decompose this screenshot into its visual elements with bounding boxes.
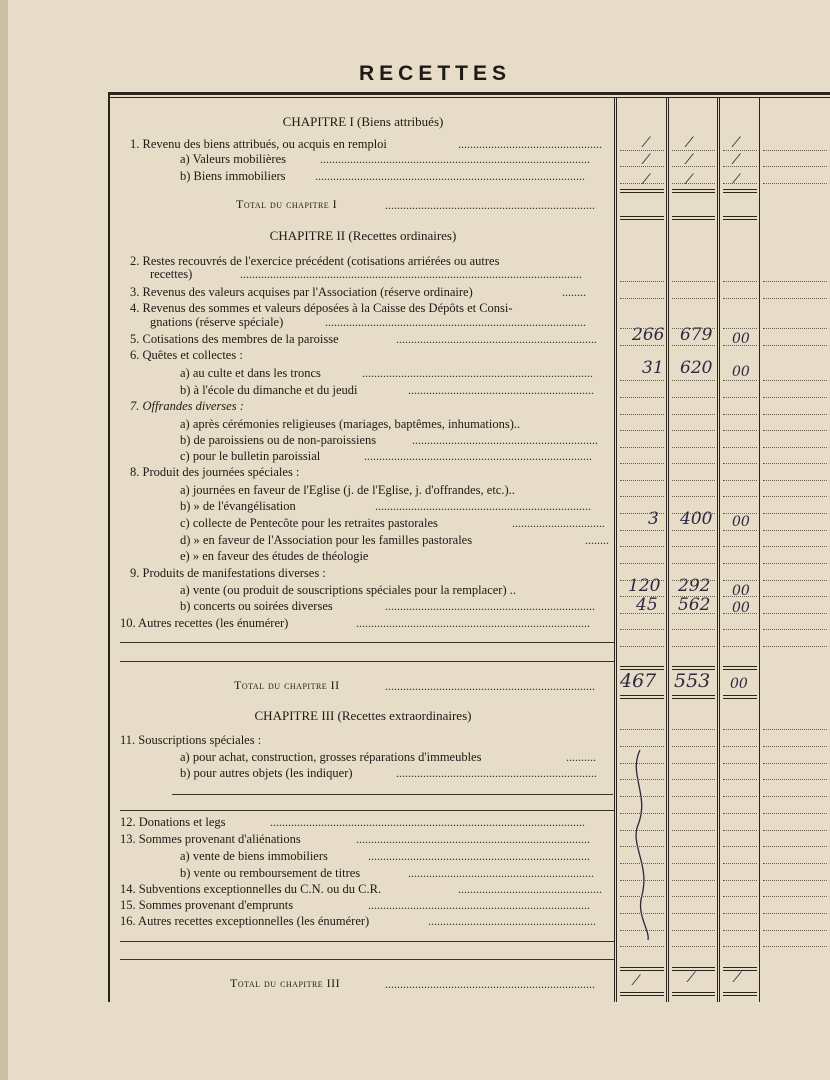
amount-cell-guide: [763, 863, 827, 864]
subtotal-rule: [672, 666, 715, 670]
amount-cell-guide: [723, 746, 757, 747]
amount-cell-guide: [763, 796, 827, 797]
amount-cell-guide: [723, 496, 757, 497]
amount-cell-guide: [763, 896, 827, 897]
line-11: 11. Souscriptions spéciales :: [120, 733, 262, 747]
table-frame-top-inner: [108, 97, 830, 98]
hw-l9b-centimes: 562: [678, 595, 711, 615]
leader-dots: ................................................: [458, 882, 602, 896]
amount-cell-guide: [620, 729, 664, 730]
total-rule: [723, 992, 757, 996]
amount-cell-guide: [672, 946, 715, 947]
handwritten-dash: ⁄: [645, 172, 648, 188]
line-8d: d) » en faveur de l'Association pour les familles pastorales: [180, 533, 473, 547]
amount-cell-guide: [763, 580, 827, 581]
leader-dots: ..............................................................: [408, 866, 594, 880]
amount-cell-guide: [672, 328, 715, 329]
line-8e: e) » en faveur des études de théologie: [180, 549, 369, 563]
amount-cell-guide: [723, 513, 757, 514]
amount-cell-guide: [723, 629, 757, 630]
amount-cell-guide: [672, 150, 715, 151]
leader-dots: ..................................................................................................................: [240, 267, 582, 281]
amount-cell-guide: [763, 496, 827, 497]
amount-cell-guide: [672, 646, 715, 647]
leader-dots: ..............................................................: [408, 383, 594, 397]
amount-cell-guide: [620, 946, 664, 947]
amount-cell-guide: [620, 183, 664, 184]
blank-entry-line: [120, 642, 614, 643]
amount-cell-guide: [763, 166, 827, 167]
handwritten-dash: ⁄: [688, 152, 691, 168]
amount-cell-guide: [763, 546, 827, 547]
leader-dots: ......................................................................: [385, 198, 595, 212]
hw-l5-francs: 266: [632, 325, 665, 345]
amount-cell-guide: [672, 846, 715, 847]
line-14: 14. Subventions exceptionnelles du C.N. ou du C.R.: [120, 882, 382, 896]
blank-entry-line: [120, 661, 614, 662]
amount-cell-guide: [723, 463, 757, 464]
column-divider-2: [666, 97, 669, 1002]
line-11b: b) pour autres objets (les indiquer): [180, 766, 353, 780]
amount-cell-guide: [620, 646, 664, 647]
amount-cell-guide: [672, 463, 715, 464]
amount-cell-guide: [620, 447, 664, 448]
line-8a: a) journées en faveur de l'Eglise (j. de l'Eglise, j. d'offrandes, etc.)..: [180, 483, 515, 497]
amount-cell-guide: [672, 345, 715, 346]
amount-cell-guide: [723, 480, 757, 481]
amount-cell-guide: [672, 763, 715, 764]
line-15: 15. Sommes provenant d'emprunts: [120, 898, 294, 912]
total-chapter-3-label: Total du chapitre III: [230, 976, 341, 990]
amount-cell-guide: [672, 863, 715, 864]
leader-dots: ................................................: [458, 137, 602, 151]
amount-cell-guide: [620, 563, 664, 564]
amount-cell-guide: [723, 580, 757, 581]
amount-cell-guide: [620, 613, 664, 614]
amount-cell-guide: [672, 530, 715, 531]
amount-cell-guide: [620, 813, 664, 814]
column-divider-4: [759, 97, 760, 1002]
amount-cell-guide: [620, 480, 664, 481]
line-10: 10. Autres recettes (les énumérer): [120, 616, 289, 630]
blank-entry-line: [172, 794, 613, 795]
leader-dots: ..........................................................................................: [315, 169, 585, 183]
line-8: 8. Produit des journées spéciales :: [130, 465, 300, 479]
amount-cell-guide: [620, 150, 664, 151]
leader-dots: ............................................................................: [364, 449, 592, 463]
line-6a: a) au culte et dans les troncs: [180, 366, 321, 380]
line-8c: c) collecte de Pentecôte pour les retraites pastorales: [180, 516, 438, 530]
amount-cell-guide: [672, 746, 715, 747]
amount-cell-guide: [723, 796, 757, 797]
line-11a: a) pour achat, construction, grosses réparations d'immeubles: [180, 750, 482, 764]
amount-cell-guide: [723, 563, 757, 564]
amount-cell-guide: [620, 397, 664, 398]
leader-dots: ...............................: [512, 516, 605, 530]
amount-cell-guide: [723, 530, 757, 531]
subtotal-rule: [723, 666, 757, 670]
amount-cell-guide: [620, 779, 664, 780]
amount-cell-guide: [723, 345, 757, 346]
amount-cell-guide: [763, 946, 827, 947]
amount-cell-guide: [723, 596, 757, 597]
amount-cell-guide: [620, 596, 664, 597]
handwritten-dash: ⁄: [735, 152, 738, 168]
total-chapter-1: [236, 197, 337, 212]
total-chapter-2: [234, 678, 340, 693]
line-1b: b) Biens immobiliers: [180, 169, 286, 183]
total-rule: [620, 992, 664, 996]
handwritten-dash: ⁄: [645, 135, 648, 151]
total-chapter-1-label: Total du chapitre I: [236, 197, 338, 211]
amount-cell-guide: [763, 913, 827, 914]
line-7c: c) pour le bulletin paroissial: [180, 449, 321, 463]
amount-cell-guide: [672, 546, 715, 547]
amount-cell-guide: [763, 746, 827, 747]
handwritten-dash: ⁄: [690, 970, 693, 986]
amount-cell-guide: [763, 183, 827, 184]
amount-cell-guide: [763, 880, 827, 881]
hw-total2-extra: 00: [730, 676, 748, 692]
line-2: 2. Restes recouvrés de l'exercice précédent (cotisations arriérées ou autres: [130, 254, 500, 268]
total-rule: [620, 216, 664, 220]
amount-cell-guide: [723, 328, 757, 329]
amount-cell-guide: [620, 830, 664, 831]
amount-cell-guide: [723, 946, 757, 947]
total-rule: [672, 992, 715, 996]
total-rule: [672, 216, 715, 220]
line-5: 5. Cotisations des membres de la paroisse: [130, 332, 339, 346]
amount-cell-guide: [763, 430, 827, 431]
hw-l5-extra: 00: [732, 331, 750, 347]
subtotal-rule: [620, 189, 664, 193]
total-rule: [723, 695, 757, 699]
amount-cell-guide: [763, 281, 827, 282]
line-4-cont: gnations (réserve spéciale): [150, 315, 284, 329]
line-4: 4. Revenus des sommes et valeurs déposées à la Caisse des Dépôts et Consi-: [130, 301, 513, 315]
amount-cell-guide: [763, 345, 827, 346]
handwritten-dash: ⁄: [688, 135, 691, 151]
leader-dots: ......................................................................: [385, 679, 595, 693]
amount-cell-guide: [672, 796, 715, 797]
amount-cell-guide: [763, 298, 827, 299]
amount-cell-guide: [763, 629, 827, 630]
hw-l9a-centimes: 292: [678, 576, 711, 596]
leader-dots: ..........................................................................: [368, 898, 590, 912]
leader-dots: ........: [585, 533, 609, 547]
leader-dots: ......................................................................: [385, 977, 595, 991]
handwritten-dash: ⁄: [735, 172, 738, 188]
amount-cell-guide: [763, 563, 827, 564]
line-1a: a) Valeurs mobilières: [180, 152, 286, 166]
amount-cell-guide: [672, 930, 715, 931]
handwritten-dash: ⁄: [688, 172, 691, 188]
leader-dots: .........................................................................................................: [270, 815, 585, 829]
amount-cell-guide: [672, 913, 715, 914]
amount-cell-guide: [763, 328, 827, 329]
hw-l9b-extra: 00: [732, 600, 750, 616]
amount-cell-guide: [672, 447, 715, 448]
leader-dots: .......................................................................................: [325, 315, 586, 329]
line-16: 16. Autres recettes exceptionnelles (les énumérer): [120, 914, 370, 928]
line-13: 13. Sommes provenant d'aliénations: [120, 832, 301, 846]
hw-l8c-francs: 3: [648, 509, 659, 529]
amount-cell-guide: [723, 150, 757, 151]
hw-l9a-extra: 00: [732, 583, 750, 599]
chapter-1-heading: CHAPITRE I (Biens attribués): [282, 114, 444, 129]
amount-cell-guide: [620, 328, 664, 329]
amount-cell-guide: [672, 480, 715, 481]
subtotal-rule: [620, 666, 664, 670]
hw-l9b-francs: 45: [636, 595, 658, 615]
amount-cell-guide: [763, 646, 827, 647]
amount-cell-guide: [672, 813, 715, 814]
amount-cell-guide: [723, 646, 757, 647]
amount-cell-guide: [620, 913, 664, 914]
amount-cell-guide: [620, 863, 664, 864]
leader-dots: ........: [562, 285, 586, 299]
amount-cell-guide: [672, 896, 715, 897]
leader-dots: ..............................................................................: [356, 832, 590, 846]
blank-entry-line: [120, 941, 614, 942]
hw-l5-centimes: 679: [680, 325, 713, 345]
amount-cell-guide: [723, 930, 757, 931]
amount-cell-guide: [672, 729, 715, 730]
line-7: 7. Offrandes diverses :: [130, 399, 244, 413]
leader-dots: ........................................................................: [375, 499, 591, 513]
amount-cell-guide: [672, 563, 715, 564]
amount-cell-guide: [620, 298, 664, 299]
hw-total2-francs: 467: [620, 670, 657, 692]
amount-cell-guide: [672, 298, 715, 299]
handwritten-dash: ⁄: [645, 152, 648, 168]
amount-cell-guide: [723, 846, 757, 847]
line-1: 1. Revenu des biens attribués, ou acquis en remploi: [130, 137, 387, 151]
amount-cell-guide: [723, 729, 757, 730]
subtotal-rule: [672, 967, 715, 971]
amount-cell-guide: [723, 913, 757, 914]
amount-cell-guide: [763, 763, 827, 764]
amount-cell-guide: [763, 530, 827, 531]
amount-cell-guide: [620, 896, 664, 897]
line-7b: b) de paroissiens ou de non-paroissiens: [180, 433, 377, 447]
leader-dots: ..........: [566, 750, 596, 764]
leader-dots: ...................................................................: [396, 332, 597, 346]
amount-cell-guide: [620, 580, 664, 581]
amount-cell-guide: [672, 596, 715, 597]
amount-cell-guide: [723, 166, 757, 167]
chapter-2-heading: CHAPITRE II (Recettes ordinaires): [269, 228, 457, 243]
subtotal-rule: [672, 189, 715, 193]
line-3: 3. Revenus des valeurs acquises par l'Association (réserve ordinaire): [130, 285, 473, 299]
page-edge: [0, 0, 8, 1080]
line-13b: b) vente ou remboursement de titres: [180, 866, 361, 880]
hw-total2-centimes: 553: [674, 670, 711, 692]
amount-cell-guide: [672, 629, 715, 630]
line-9b: b) concerts ou soirées diverses: [180, 599, 333, 613]
amount-cell-guide: [763, 613, 827, 614]
amount-cell-guide: [763, 830, 827, 831]
amount-cell-guide: [672, 830, 715, 831]
leader-dots: ..........................................................................: [368, 849, 590, 863]
amount-cell-guide: [620, 796, 664, 797]
amount-cell-guide: [723, 414, 757, 415]
amount-cell-guide: [620, 629, 664, 630]
amount-cell-guide: [763, 380, 827, 381]
line-9a: a) vente (ou produit de souscriptions spéciales pour la remplacer) ..: [180, 583, 516, 597]
amount-cell-guide: [723, 880, 757, 881]
amount-cell-guide: [672, 397, 715, 398]
amount-cell-guide: [723, 183, 757, 184]
amount-cell-guide: [620, 746, 664, 747]
line-12: 12. Donations et legs: [120, 815, 226, 829]
amount-cell-guide: [620, 281, 664, 282]
line-2-cont: recettes): [150, 267, 193, 281]
amount-cell-guide: [620, 414, 664, 415]
amount-cell-guide: [672, 513, 715, 514]
total-chapter-2-label: Total du chapitre II: [234, 678, 340, 692]
amount-cell-guide: [723, 298, 757, 299]
amount-cell-guide: [672, 281, 715, 282]
column-divider-3: [717, 97, 720, 1002]
amount-cell-guide: [763, 729, 827, 730]
line-8b: b) » de l'évangélisation: [180, 499, 296, 513]
amount-cell-guide: [763, 813, 827, 814]
amount-cell-guide: [763, 846, 827, 847]
amount-cell-guide: [723, 813, 757, 814]
amount-cell-guide: [723, 763, 757, 764]
amount-cell-guide: [672, 496, 715, 497]
hw-l8c-centimes: 400: [680, 509, 713, 529]
total-chapter-3: [230, 976, 340, 991]
leader-dots: ......................................................................: [385, 599, 595, 613]
line-6: 6. Quêtes et collectes :: [130, 348, 243, 362]
amount-cell-guide: [723, 447, 757, 448]
amount-cell-guide: [763, 447, 827, 448]
leader-dots: ........................................................: [428, 914, 596, 928]
amount-cell-guide: [723, 546, 757, 547]
amount-cell-guide: [620, 166, 664, 167]
blank-entry-line: [120, 810, 614, 811]
amount-cell-guide: [763, 480, 827, 481]
amount-cell-guide: [763, 414, 827, 415]
amount-cell-guide: [620, 546, 664, 547]
hw-l6a-extra: 00: [732, 364, 750, 380]
amount-cell-guide: [723, 380, 757, 381]
total-rule: [620, 695, 664, 699]
table-frame-top: [108, 92, 830, 95]
handwritten-dash: ⁄: [735, 135, 738, 151]
amount-cell-guide: [763, 513, 827, 514]
amount-cell-guide: [620, 496, 664, 497]
chapter-3-heading: CHAPITRE III (Recettes extraordinaires): [254, 708, 472, 723]
hw-l8c-extra: 00: [732, 514, 750, 530]
leader-dots: .............................................................................: [362, 366, 593, 380]
line-13a: a) vente de biens immobiliers: [180, 849, 328, 863]
amount-cell-guide: [620, 463, 664, 464]
amount-cell-guide: [763, 930, 827, 931]
amount-cell-guide: [620, 345, 664, 346]
subtotal-rule: [723, 967, 757, 971]
blank-entry-line: [120, 959, 614, 960]
amount-cell-guide: [620, 930, 664, 931]
total-rule: [672, 695, 715, 699]
amount-cell-guide: [723, 430, 757, 431]
amount-cell-guide: [763, 463, 827, 464]
amount-cell-guide: [763, 596, 827, 597]
amount-cell-guide: [672, 183, 715, 184]
handwritten-brace-icon: [620, 745, 660, 945]
amount-cell-guide: [723, 896, 757, 897]
amount-cell-guide: [672, 166, 715, 167]
hw-l6a-centimes: 620: [680, 358, 713, 378]
amount-cell-guide: [672, 880, 715, 881]
handwritten-dash: ⁄: [736, 970, 739, 986]
amount-cell-guide: [723, 863, 757, 864]
amount-cell-guide: [672, 380, 715, 381]
line-9: 9. Produits de manifestations diverses :: [130, 566, 326, 580]
amount-cell-guide: [723, 613, 757, 614]
amount-cell-guide: [763, 779, 827, 780]
leader-dots: ..............................................................................: [356, 616, 590, 630]
amount-cell-guide: [620, 380, 664, 381]
line-6b: b) à l'école du dimanche et du jeudi: [180, 383, 358, 397]
amount-cell-guide: [723, 397, 757, 398]
amount-cell-guide: [723, 281, 757, 282]
hw-l6a-francs: 31: [642, 358, 664, 378]
subtotal-rule: [620, 967, 664, 971]
handwritten-dash: ⁄: [635, 973, 638, 989]
hw-l9a-francs: 120: [628, 576, 661, 596]
page-title: RECETTES: [358, 62, 511, 85]
leader-dots: ..............................................................: [412, 433, 598, 447]
amount-cell-guide: [763, 150, 827, 151]
amount-cell-guide: [763, 397, 827, 398]
amount-cell-guide: [620, 880, 664, 881]
leader-dots: ..........................................................................................: [320, 152, 590, 166]
amount-cell-guide: [672, 779, 715, 780]
amount-cell-guide: [672, 430, 715, 431]
amount-cell-guide: [620, 530, 664, 531]
line-7a: a) après cérémonies religieuses (mariages, baptêmes, inhumations)..: [180, 417, 521, 431]
amount-cell-guide: [620, 430, 664, 431]
amount-cell-guide: [620, 763, 664, 764]
amount-cell-guide: [620, 513, 664, 514]
amount-cell-guide: [672, 613, 715, 614]
amount-cell-guide: [723, 779, 757, 780]
leader-dots: ...................................................................: [396, 766, 597, 780]
total-rule: [723, 216, 757, 220]
amount-cell-guide: [723, 830, 757, 831]
amount-cell-guide: [620, 846, 664, 847]
amount-cell-guide: [672, 580, 715, 581]
subtotal-rule: [723, 189, 757, 193]
amount-cell-guide: [672, 414, 715, 415]
